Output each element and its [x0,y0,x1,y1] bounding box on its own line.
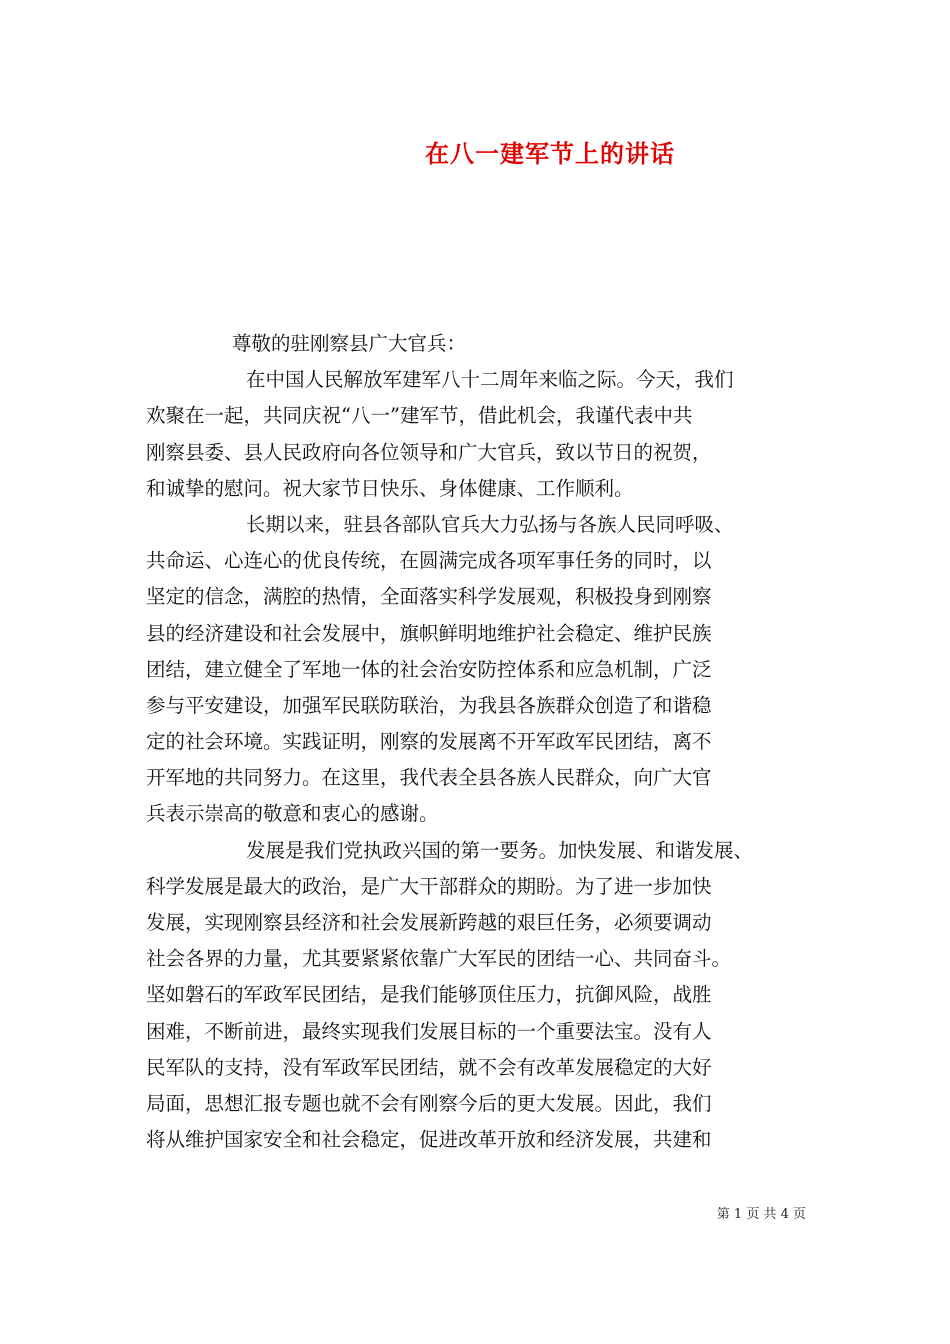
paragraph-line: 开军地的共同努力。在这里，我代表全县各族人民群众，向广大官 [146,766,712,790]
paragraph-line: 坚定的信念，满腔的热情，全面落实科学发展观，积极投身到刚察 [146,585,712,609]
salutation: 尊敬的驻刚察县广大官兵： [232,332,467,355]
paragraph-line: 定的社会环境。实践证明，刚察的发展离不开军政军民团结，离不 [146,730,712,754]
document-title: 在八一建军节上的讲话 [425,139,675,168]
paragraph-line: 将从维护国家安全和社会稳定，促进改革开放和经济发展，共建和 [146,1128,712,1152]
paragraph-line: 县的经济建设和社会发展中，旗帜鲜明地维护社会稳定、维护民族 [146,621,712,645]
paragraph-line: 兵表示崇高的敬意和衷心的感谢。 [146,802,439,826]
paragraph-line: 局面，思想汇报专题也就不会有刚察今后的更大发展。因此，我们 [146,1091,712,1115]
paragraph-line: 坚如磐石的军政军民团结，是我们能够顶住压力，抗御风险，战胜 [146,983,712,1007]
paragraph-3 [146,833,806,1159]
paragraph-line: 团结，建立健全了军地一体的社会治安防控体系和应急机制，广泛 [146,657,712,681]
paragraph-2 [146,507,806,833]
paragraph-line: 参与平安建设，加强军民联防联治，为我县各族群众创造了和谐稳 [146,693,712,717]
paragraph-line: 共命运、心连心的优良传统，在圆满完成各项军事任务的同时，以 [146,549,712,573]
paragraph-line: 科学发展是最大的政治，是广大干部群众的期盼。为了进一步加快 [146,874,712,898]
paragraph-1 [146,362,806,507]
paragraph-line: 刚察县委、县人民政府向各位领导和广大官兵，致以节日的祝贺， [146,440,712,464]
paragraph-line: 发展是我们党执政兴国的第一要务。加快发展、和谐发展、 [246,838,754,862]
paragraph-line: 发展，实现刚察县经济和社会发展新跨越的艰巨任务，必须要调动 [146,911,712,934]
paragraph-line: 民军队的支持，没有军政军民团结，就不会有改革发展稳定的大好 [146,1055,712,1079]
page-indicator: 第 1 页 共 4 页 [716,1207,806,1222]
document-body [146,326,806,1158]
paragraph-line: 困难，不断前进，最终实现我们发展目标的一个重要法宝。没有人 [146,1019,712,1043]
paragraph-line: 长期以来，驻县各部队官兵大力弘扬与各族人民同呼吸、 [246,512,734,536]
paragraph-line: 和诚挚的慰问。祝大家节日快乐、身体健康、工作顺利。 [146,476,634,500]
paragraph-line: 社会各界的力量，尤其要紧紧依靠广大军民的团结一心、共同奋斗。 [146,947,732,971]
paragraph-line: 欢聚在一起，共同庆祝“八一”建军节，借此机会，我谨代表中共 [146,404,693,428]
paragraph-line: 在中国人民解放军建军八十二周年来临之际。今天，我们 [246,368,734,392]
